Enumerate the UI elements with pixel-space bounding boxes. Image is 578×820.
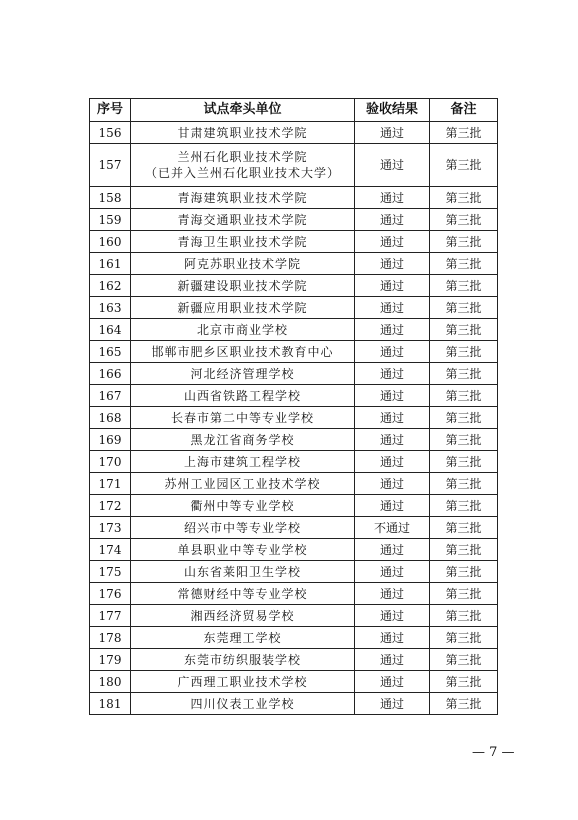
table-row: [90, 649, 498, 671]
row-unit-line: 湘西经济贸易学校: [190, 608, 295, 623]
row-unit-line: 山西省铁路工程学校: [183, 388, 301, 403]
table-row: [90, 539, 498, 561]
row-result: 通过: [355, 297, 430, 319]
table-row: [90, 671, 498, 693]
row-result: 通过: [355, 187, 430, 209]
row-note: 第三批: [430, 473, 498, 495]
row-number: 173: [90, 517, 131, 539]
row-unit-line: 衢州中等专业学校: [190, 498, 295, 513]
row-note: 第三批: [430, 319, 498, 341]
row-unit-line: 黑龙江省商务学校: [190, 432, 295, 447]
row-note: 第三批: [430, 627, 498, 649]
row-unit: [131, 473, 355, 495]
row-number: 171: [90, 473, 131, 495]
row-unit: [131, 385, 355, 407]
row-result: 不通过: [355, 517, 430, 539]
row-result: 通过: [355, 231, 430, 253]
row-unit-line: 山东省莱阳卫生学校: [183, 564, 301, 579]
row-unit-line: 四川仪表工业学校: [190, 696, 295, 711]
table-row: [90, 385, 498, 407]
table-row: [90, 209, 498, 231]
row-result: 通过: [355, 451, 430, 473]
row-note: 第三批: [430, 451, 498, 473]
row-unit: [131, 451, 355, 473]
row-unit: [131, 297, 355, 319]
row-number: 158: [90, 187, 131, 209]
table-row: [90, 297, 498, 319]
row-unit-line: 上海市建筑工程学校: [183, 454, 301, 469]
row-result: 通过: [355, 319, 430, 341]
table-row: [90, 231, 498, 253]
table-row: [90, 319, 498, 341]
row-unit: [131, 231, 355, 253]
row-note: 第三批: [430, 605, 498, 627]
row-number: 167: [90, 385, 131, 407]
row-result: 通过: [355, 275, 430, 297]
row-note: 第三批: [430, 583, 498, 605]
header-no: 序号: [90, 99, 131, 122]
table-row: [90, 583, 498, 605]
row-note: 第三批: [430, 275, 498, 297]
row-unit-line: 甘肃建筑职业技术学院: [177, 125, 308, 140]
row-unit: [131, 517, 355, 539]
row-result: 通过: [355, 495, 430, 517]
row-unit: [131, 539, 355, 561]
row-unit: [131, 627, 355, 649]
row-number: 169: [90, 429, 131, 451]
row-note: 第三批: [430, 341, 498, 363]
row-result: 通过: [355, 627, 430, 649]
table-row: [90, 517, 498, 539]
row-unit: [131, 671, 355, 693]
header-note: 备注: [430, 99, 498, 122]
row-unit-line: 单县职业中等专业学校: [177, 542, 308, 557]
row-number: 164: [90, 319, 131, 341]
row-unit-line: 北京市商业学校: [196, 322, 288, 337]
row-unit: [131, 253, 355, 275]
row-unit-line: 新疆建设职业技术学院: [177, 278, 308, 293]
row-number: 174: [90, 539, 131, 561]
row-unit-line: 广西理工职业技术学校: [177, 674, 308, 689]
row-number: 159: [90, 209, 131, 231]
row-unit: [131, 363, 355, 385]
row-unit-line: 阿克苏职业技术学院: [183, 256, 301, 271]
table-row: [90, 122, 498, 144]
acceptance-table: [89, 98, 498, 715]
table-row: [90, 341, 498, 363]
row-unit-line: 邯郸市肥乡区职业技术教育中心: [151, 344, 334, 359]
row-result: 通过: [355, 385, 430, 407]
row-result: 通过: [355, 363, 430, 385]
row-note: 第三批: [430, 539, 498, 561]
row-result: 通过: [355, 122, 430, 144]
row-note: 第三批: [430, 495, 498, 517]
table-row: [90, 561, 498, 583]
row-unit: [131, 209, 355, 231]
row-note: 第三批: [430, 671, 498, 693]
row-unit-line: 东莞市纺织服装学校: [183, 652, 301, 667]
row-result: 通过: [355, 583, 430, 605]
page-number: — 7 —: [472, 745, 515, 760]
row-result: 通过: [355, 693, 430, 715]
table-row: [90, 407, 498, 429]
row-number: 178: [90, 627, 131, 649]
row-result: 通过: [355, 561, 430, 583]
row-number: 156: [90, 122, 131, 144]
row-number: 166: [90, 363, 131, 385]
table-row: [90, 363, 498, 385]
row-number: 172: [90, 495, 131, 517]
table-row: [90, 451, 498, 473]
row-unit: [131, 144, 355, 187]
row-note: 第三批: [430, 231, 498, 253]
row-unit-line: 兰州石化职业技术学院: [177, 150, 308, 164]
table-row: [90, 693, 498, 715]
row-number: 181: [90, 693, 131, 715]
table-row: [90, 187, 498, 209]
row-number: 168: [90, 407, 131, 429]
table-row: [90, 495, 498, 517]
row-unit: [131, 693, 355, 715]
table-row: [90, 429, 498, 451]
row-unit: [131, 319, 355, 341]
row-note: 第三批: [430, 649, 498, 671]
row-note: 第三批: [430, 363, 498, 385]
row-result: 通过: [355, 539, 430, 561]
row-unit: [131, 429, 355, 451]
row-result: 通过: [355, 253, 430, 275]
row-number: 162: [90, 275, 131, 297]
row-number: 161: [90, 253, 131, 275]
table-row: [90, 627, 498, 649]
row-result: 通过: [355, 473, 430, 495]
row-unit: [131, 561, 355, 583]
row-result: 通过: [355, 144, 430, 187]
row-unit-line: 绍兴市中等专业学校: [183, 520, 301, 535]
row-unit-line: 常德财经中等专业学校: [177, 586, 308, 601]
row-number: 177: [90, 605, 131, 627]
header-unit: 试点牵头单位: [131, 99, 355, 122]
header-result: 验收结果: [355, 99, 430, 122]
row-number: 163: [90, 297, 131, 319]
row-unit-line: 青海建筑职业技术学院: [177, 190, 308, 205]
row-unit-line: 苏州工业园区工业技术学校: [164, 476, 321, 491]
row-note: 第三批: [430, 209, 498, 231]
table-row: [90, 605, 498, 627]
row-unit-line: 东莞理工学校: [203, 630, 282, 645]
row-unit-line: 长春市第二中等专业学校: [170, 410, 314, 425]
row-result: 通过: [355, 341, 430, 363]
row-note: 第三批: [430, 144, 498, 187]
table-row: [90, 144, 498, 187]
row-result: 通过: [355, 407, 430, 429]
row-unit: [131, 495, 355, 517]
row-note: 第三批: [430, 385, 498, 407]
table-row: [90, 253, 498, 275]
table-body: [90, 122, 498, 715]
row-note: 第三批: [430, 122, 498, 144]
row-unit: [131, 583, 355, 605]
row-note: 第三批: [430, 429, 498, 451]
row-number: 175: [90, 561, 131, 583]
row-note: 第三批: [430, 407, 498, 429]
row-unit-line: 河北经济管理学校: [190, 366, 295, 381]
table-header-row: [90, 99, 498, 122]
row-number: 170: [90, 451, 131, 473]
row-number: 180: [90, 671, 131, 693]
row-result: 通过: [355, 671, 430, 693]
row-unit: [131, 275, 355, 297]
row-unit-line: 青海卫生职业技术学院: [177, 234, 308, 249]
row-result: 通过: [355, 429, 430, 451]
row-note: 第三批: [430, 517, 498, 539]
row-number: 157: [90, 144, 131, 187]
row-unit: [131, 341, 355, 363]
row-note: 第三批: [430, 561, 498, 583]
row-unit-line: 新疆应用职业技术学院: [177, 300, 308, 315]
row-number: 160: [90, 231, 131, 253]
row-number: 176: [90, 583, 131, 605]
row-unit: [131, 649, 355, 671]
table-row: [90, 275, 498, 297]
row-unit: [131, 605, 355, 627]
row-note: 第三批: [430, 693, 498, 715]
row-result: 通过: [355, 605, 430, 627]
table-row: [90, 473, 498, 495]
row-result: 通过: [355, 649, 430, 671]
row-unit-line: 青海交通职业技术学院: [177, 212, 308, 227]
row-unit: [131, 407, 355, 429]
row-result: 通过: [355, 209, 430, 231]
row-number: 165: [90, 341, 131, 363]
row-note: 第三批: [430, 253, 498, 275]
row-note: 第三批: [430, 187, 498, 209]
row-unit: [131, 122, 355, 144]
row-number: 179: [90, 649, 131, 671]
row-unit: [131, 187, 355, 209]
row-note: 第三批: [430, 297, 498, 319]
row-unit-line-2: （已并入兰州石化职业技术大学）: [144, 166, 340, 180]
